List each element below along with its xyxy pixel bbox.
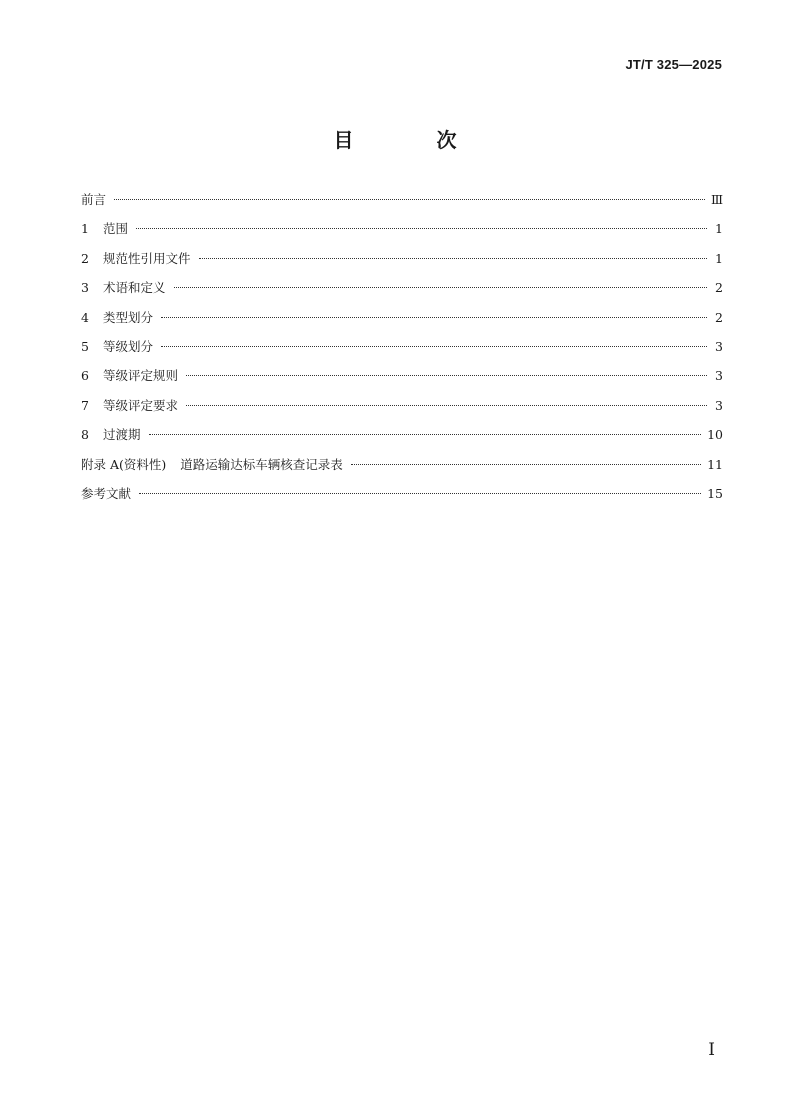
page-number: I bbox=[708, 1040, 715, 1060]
toc-entry-label: 等级评定规则 bbox=[103, 368, 179, 384]
toc-entry-label: 规范性引用文件 bbox=[103, 250, 191, 266]
toc-leader-dots bbox=[114, 199, 705, 200]
toc-entry-label: 过渡期 bbox=[103, 427, 141, 443]
toc-entry-page: 15 bbox=[707, 485, 723, 501]
toc-entry-grade-classification[interactable] bbox=[81, 337, 723, 366]
toc-entry-page: 10 bbox=[707, 427, 723, 443]
toc-entry-page: 2 bbox=[715, 280, 723, 296]
toc-leader-dots bbox=[174, 287, 707, 288]
toc-leader-dots bbox=[136, 228, 707, 229]
toc-leader-dots bbox=[161, 346, 707, 347]
toc-leader-dots bbox=[149, 434, 702, 435]
toc-entry-page: 11 bbox=[707, 456, 723, 472]
page-title: 目 次 bbox=[333, 128, 495, 152]
table-of-contents bbox=[81, 190, 723, 513]
toc-entry-page: 3 bbox=[715, 338, 723, 354]
toc-entry-terms-definitions[interactable] bbox=[81, 278, 723, 307]
toc-entry-number: 5 bbox=[81, 338, 89, 354]
toc-entry-scope[interactable] bbox=[81, 219, 723, 248]
toc-entry-page: 2 bbox=[715, 309, 723, 325]
toc-entry-grading-requirements[interactable] bbox=[81, 396, 723, 425]
toc-leader-dots bbox=[351, 464, 701, 465]
toc-entry-number: 4 bbox=[81, 309, 89, 325]
toc-entry-number: 8 bbox=[81, 427, 89, 443]
toc-entry-label: 等级划分 bbox=[103, 338, 154, 354]
toc-entry-foreword[interactable] bbox=[81, 190, 723, 219]
toc-leader-dots bbox=[186, 375, 707, 376]
toc-leader-dots bbox=[139, 493, 701, 494]
toc-entry-label: 等级评定要求 bbox=[103, 397, 179, 413]
toc-entry-page: Ⅲ bbox=[710, 192, 723, 207]
toc-entry-label: 范围 bbox=[103, 221, 129, 237]
toc-entry-number: 2 bbox=[81, 250, 89, 266]
toc-entry-grading-rules[interactable] bbox=[81, 366, 723, 395]
toc-entry-appendix-a[interactable] bbox=[81, 455, 723, 484]
toc-entry-subtitle: 道路运输达标车辆核查记录表 bbox=[180, 456, 343, 472]
standard-code: JT/T 325—2025 bbox=[625, 57, 722, 72]
toc-entry-page: 1 bbox=[715, 250, 723, 266]
toc-entry-page: 3 bbox=[715, 368, 723, 384]
toc-entry-page: 3 bbox=[715, 397, 723, 413]
toc-entry-label: 附录 A(资料性) bbox=[81, 456, 167, 472]
toc-entry-bibliography[interactable] bbox=[81, 484, 723, 513]
toc-leader-dots bbox=[199, 258, 707, 259]
toc-entry-label: 参考文献 bbox=[81, 485, 132, 501]
toc-entry-normative-references[interactable] bbox=[81, 249, 723, 278]
toc-leader-dots bbox=[161, 317, 707, 318]
toc-entry-label: 前言 bbox=[81, 192, 107, 207]
toc-entry-transition-period[interactable] bbox=[81, 425, 723, 454]
toc-entry-number: 1 bbox=[81, 221, 89, 237]
toc-leader-dots bbox=[186, 405, 707, 406]
toc-entry-number: 3 bbox=[81, 280, 89, 296]
toc-entry-type-classification[interactable] bbox=[81, 308, 723, 337]
toc-entry-label: 类型划分 bbox=[103, 309, 154, 325]
toc-entry-page: 1 bbox=[715, 221, 723, 237]
toc-entry-label: 术语和定义 bbox=[103, 280, 166, 296]
toc-entry-number: 6 bbox=[81, 368, 89, 384]
toc-entry-number: 7 bbox=[81, 397, 89, 413]
